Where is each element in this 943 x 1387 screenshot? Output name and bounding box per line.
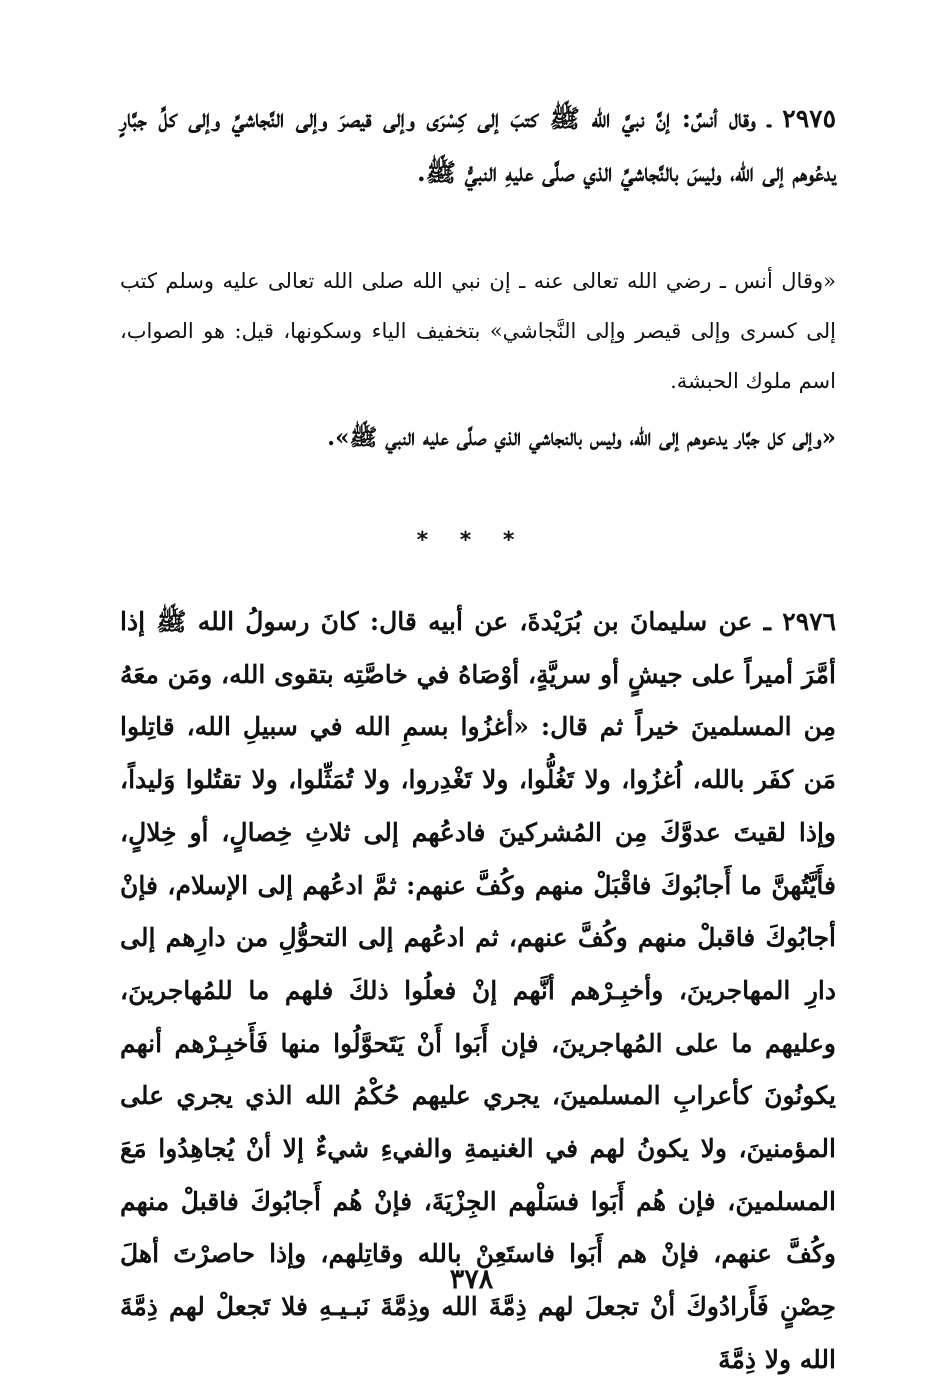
hadith-2976-paragraph: ٢٩٧٦ ـ عن سليمانَ بن بُرَيْدةَ، عن أبيه قال: كانَ رسولُ الله ﷺ إذا أمَّرَ أميراً على جيشٍ أو سريَّةٍ، أوْصَاهُ في خاصَّتِه بتقوى الله، ومَن معَهُ مِن المسلمينَ خيراً ثم قال: «أغزُوا بسمِ الله في سبيلِ الله، قاتِلوا مَن كفَر بالله، اُغزُوا، ولا تَغُلُّوا، ولا تَغْدِروا، ولا تُمَثِّلوا، ولا تقتُلوا وَليداً، وإذا لقيتَ عدوَّكَ مِن المُشركينَ فادعُهم إلى ثلاثِ خِصالٍ، أو خِلالٍ، فأَيَّتُهنَّ ما أَجابُوكَ فاقْبَلْ منهم وكُفَّ عنهم: ثمَّ ادعُهم إلى الإسلام، فإنْ أجابُوكَ فاقبلْ منهم وكُفَّ عنهم، ثم ادعُهم إلى التحوُّلِ من دارِهم إلى دارِ المهاجرينَ، وأخبِـرْهم أنَّهم إنْ فعلُوا ذلكَ فلهم ما للمُهاجرينَ، وعليهم ما على المُهاجرينَ، فإن أَبَوا أَنْ يَتَحوَّلُوا منها فَأَخبِـرْهم أنهم يكونُونَ كأعرابِ المسلمينَ، يجري عليهم حُكْمُ الله الذي يجري على المؤمنينَ، ولا يكونُ لهم في الغنيمةِ والفيءِ شيءٌ إلا أنْ يُجاهِدُوا مَعَ المسلمينَ، فإن هُم أَبَوا فسَلْهم الجِزْيَةَ، فإنْ هُم أَجابُوكَ فاقبلْ منهم وكُفَّ عنهم، فإنْ هم أَبَوا فاستَعِنْ بالله وقاتِلهم، وإذا حاصرْتَ أهلَ حِصْنٍ فَأَرادُوكَ أنْ تجعلَ لهم ذِمَّةَ الله وذِمَّةَ نَبـيـهِ فلا تَجعلْ لهم ذِمَّةَ الله ولا ذِمَّةَ: [120, 607, 836, 1374]
page-number: ٣٧٨: [449, 1264, 494, 1295]
commentary-paragraph-2: «وإلى كل جبَّار يدعوهم إلى الله، وليس بالنجاشي الذي صلَّى عليه النبي ﷺ».: [327, 424, 836, 451]
hadith-2975-paragraph: ٢٩٧٥ ـ وقال أنسٌ: إنَّ نبيَّ الله ﷺ كتبَ إلى كِسْرَى وإلى قيصرَ وإلى النَّجاشيِّ وإلى كلِّ جبَّارٍ يدعُوهم إلى الله، وليسَ بالنَّجاشيِّ الذي صلَّى عليهِ النبيُّ ﷺ.: [120, 104, 836, 187]
commentary-paragraph-1: «وقال أنس ـ رضي الله تعالى عنه ـ إن نبي الله صلى الله تعالى عليه وسلم كتب إلى كسرى وإلى قيصر وإلى النَّجاشي» بتخفيف الياء وسكونها، قيل: هو الصواب، اسم ملوك الحبشة.: [120, 269, 836, 393]
section-separator: * * *: [416, 528, 527, 553]
